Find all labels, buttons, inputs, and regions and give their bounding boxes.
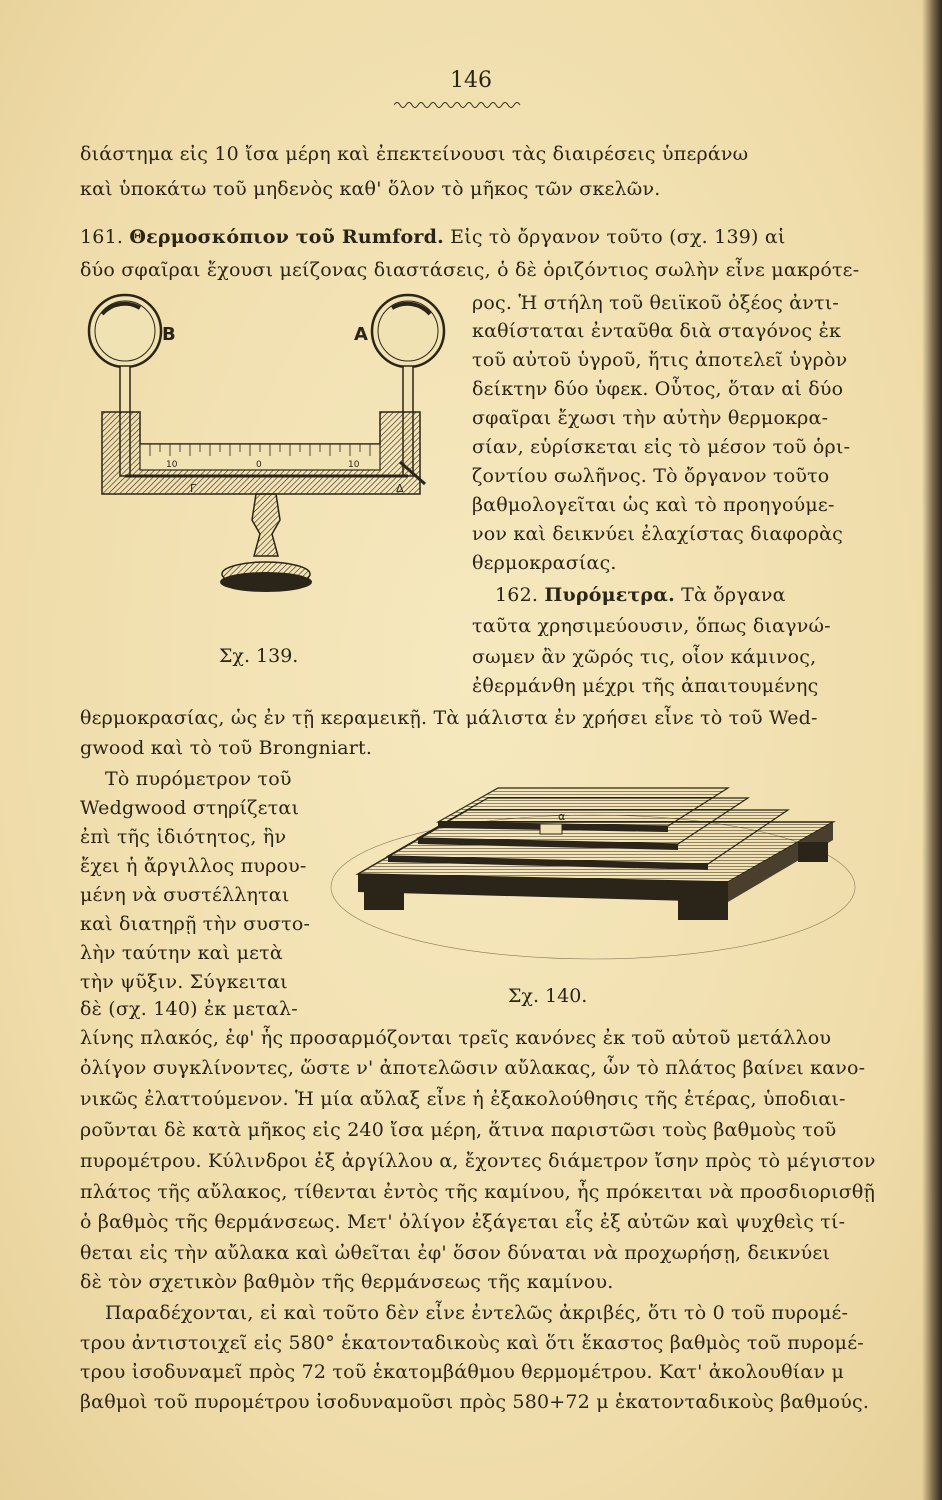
section-number: 161. [80, 226, 124, 248]
text-line: θερμοκρασίας, ὡς ἐν τῇ κεραμεικῇ. Τὰ μάλιστα ἐν χρήσει εἶνε τὸ τοῦ Wed- [80, 707, 818, 729]
right-bulb [372, 295, 444, 367]
scale-label-left: 10 [166, 460, 178, 470]
text-line: νικῶς ἐλαττούμενον. Ἡ μία αὔλαξ εἶνε ἡ ἐξακολούθησις τῆς ἑτέρας, ὑποδιαι- [80, 1088, 846, 1110]
text-line: δύο σφαῖραι ἔχουσι μείζονας διαστάσεις, ὁ δὲ ὁριζόντιος σωλὴν εἶνε μακρότε- [80, 259, 860, 281]
text-line: σωμεν ἂν χῶρός τις, οἷον κάμινος, [472, 646, 817, 668]
text-line: καὶ διατηρῇ τὴν συστο- [80, 913, 311, 935]
foot [798, 842, 828, 862]
text-line: Παραδέχονται, εἰ καὶ τοῦτο δὲν εἶνε ἐντελῶς ἀκριβές, ὅτι τὸ 0 τοῦ πυρομέ- [105, 1302, 849, 1324]
section-162-heading [495, 582, 840, 608]
text-line: gwood καὶ τὸ τοῦ Brongniart. [80, 737, 373, 759]
text-line: θερμοκρασίας. [472, 552, 617, 574]
stand-stem [252, 494, 280, 556]
header-ornament [394, 100, 524, 110]
scale-label-center: 0 [256, 460, 262, 470]
text-line: καθίσταται ἐνταῦθα διὰ σταγόνος ἐκ [472, 320, 842, 342]
text-line: ρος. Ἡ στήλη τοῦ θειϊκοῦ ὀξέος ἀντι- [472, 292, 840, 314]
label-delta: Δ [396, 482, 404, 495]
section-161-heading [80, 224, 840, 250]
text-line: τοῦ αὐτοῦ ὑγροῦ, ἥτις ἀποτελεῖ ὑγρὸν [472, 349, 848, 371]
text-line: νον καὶ δεικνύει ἐλαχίστας διαφορὰς [472, 523, 843, 545]
text-line: θεται εἰς τὴν αὔλακα καὶ ὠθεῖται ἐφ' ὅσον δύναται νὰ προχωρήσῃ, δεικνύει [80, 1242, 831, 1264]
text-line: ροῦνται δὲ κατὰ μῆκος εἰς 240 ἴσα μέρη, ἅτινα παριστῶσι τοὺς βαθμοὺς τοῦ [80, 1119, 837, 1141]
text-line: σίαν, εὑρίσκεται εἰς τὸ μέσον τοῦ ὁρι- [472, 436, 851, 458]
text-line: λὴν ταύτην καὶ μετὰ [80, 942, 283, 964]
text-line: μένη νὰ συστέλληται [80, 884, 290, 906]
page-number: 146 [450, 68, 492, 93]
text-line: ὀλίγον συγκλίνοντες, ὥστε ν' ἀποτελῶσιν αὔλακας, ὧν τὸ πλάτος βαίνει κανο- [80, 1057, 866, 1079]
text-line: τρου ἀντιστοιχεῖ εἰς 580° ἑκατονταδικοὺς καὶ ὅτι ἕκαστος βαθμὸς τοῦ πυρομέ- [80, 1332, 864, 1354]
section-title: Θερμοσκόπιον τοῦ Rumford. [129, 226, 444, 248]
label-a: A [354, 324, 368, 345]
text-line: ἐθερμάνθη μέχρι τῆς ἀπαιτουμένης [472, 675, 819, 697]
text-line: δὲ τὸν σχετικὸν βαθμὸν τῆς θερμάνσεως τῆς καμίνου. [80, 1271, 614, 1293]
section-number: 162. [495, 584, 539, 606]
figure-140-caption: Σχ. 140. [508, 985, 588, 1007]
text-line: πυρομέτρου. Κύλινδροι ἐξ ἀργίλλου α, ἔχοντες διάμετρον ἴσην πρὸς τὸ μέγιστον [80, 1150, 876, 1172]
figure-139-thermoscope [80, 284, 455, 604]
text-line: τρου ἰσοδυναμεῖ πρὸς 72 τοῦ ἑκατομβάθμου θερμομέτρου. Κατ' ἀκολουθίαν μ [80, 1361, 844, 1383]
label-gamma: Γ [190, 482, 197, 495]
page-edge-shadow [922, 0, 942, 1500]
figure-139-caption: Σχ. 139. [219, 645, 299, 667]
figure-140-pyrometer [328, 782, 858, 962]
text-line: ὁ βαθμὸς τῆς θερμάνσεως. Μετ' ὀλίγον ἐξάγεται εἷς ἐξ αὐτῶν καὶ ψυχθεὶς τί- [80, 1211, 846, 1233]
text-line: διάστημα εἰς 10 ἴσα μέρη καὶ ἐπεκτείνουσι τὰς διαιρέσεις ὑπεράνω [80, 143, 749, 165]
label-alpha: α [558, 810, 566, 823]
text-line: καὶ ὑποκάτω τοῦ μηδενὸς καθ' ὅλον τὸ μῆκος τῶν σκελῶν. [80, 178, 661, 200]
clay-cylinder [540, 824, 562, 834]
label-b: B [162, 324, 176, 345]
foot [364, 890, 404, 910]
scale-label-right: 10 [348, 460, 360, 470]
section-title: Πυρόμετρα. [544, 584, 675, 606]
text-line: βαθμολογεῖται ὡς καὶ τὸ προηγούμε- [472, 494, 835, 516]
text-line: ταῦτα χρησιμεύουσιν, ὅπως διαγνώ- [472, 615, 831, 637]
section-intro: Εἰς τὸ ὄργανον τοῦτο (σχ. 139) αἱ [443, 226, 786, 248]
text-line: βαθμοὶ τοῦ πυρομέτρου ἰσοδυναμοῦσι πρὸς 580+72 μ ἑκατονταδικοὺς βαθμούς. [80, 1391, 870, 1413]
foot [678, 898, 728, 920]
text-line: δὲ (σχ. 140) ἐκ μεταλ- [80, 998, 298, 1020]
text-line: λίνης πλακός, ἐφ' ἧς προσαρμόζονται τρεῖς κανόνες ἐκ τοῦ αὐτοῦ μετάλλου [80, 1027, 832, 1049]
text-line: Wedgwood στηρίζεται [80, 797, 300, 819]
text-line: ζοντίου σωλῆνος. Τὸ ὄργανον τοῦτο [472, 465, 830, 487]
left-bulb [89, 295, 161, 367]
text-line: Τὸ πυρόμετρον τοῦ [105, 768, 292, 790]
text-line: τὴν ψῦξιν. Σύγκειται [80, 971, 288, 993]
text-line: δείκτην δύο ὑφεκ. Οὗτος, ὅταν αἱ δύο [472, 378, 844, 400]
text-line: ἔχει ἡ ἄργιλλος πυρου- [80, 855, 307, 877]
text-line: πλάτος τῆς αὔλακος, τίθενται ἐντὸς τῆς καμίνου, ἧς πρόκειται νὰ προσδιορισθῇ [80, 1181, 876, 1203]
section-intro: Τὰ ὄργανα [674, 584, 786, 606]
text-line: σφαῖραι ἔχωσι τὴν αὐτὴν θερμοκρα- [472, 407, 829, 429]
text-line: ἐπὶ τῆς ἰδιότητος, ἣν [80, 826, 287, 848]
